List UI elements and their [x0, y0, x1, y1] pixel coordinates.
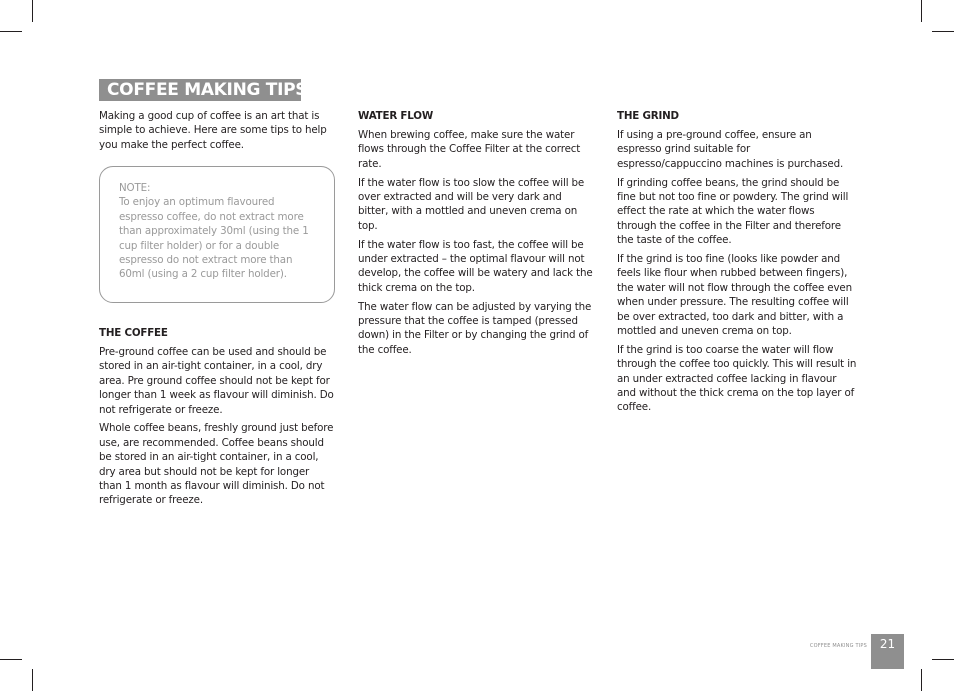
- note-label: NOTE:: [119, 182, 151, 194]
- page-title: COFFEE MAKING TIPS: [99, 79, 301, 101]
- crop-mark: [0, 31, 22, 32]
- paragraph: If the grind is too coarse the water will flow through the coffee too quickly. This will result in an under extracted coffee lacking in flavour and without the thick crema on the top layer of coffee.: [617, 343, 857, 414]
- paragraph: Pre-ground coffee can be used and should be stored in an air-tight container, in a cool, dry area. Pre ground coffee should not be kept for longer than 1 week as flavour will diminish. Do not refrigerate or freeze.: [99, 346, 334, 416]
- note-box: [99, 166, 335, 303]
- crop-mark: [921, 0, 922, 22]
- crop-mark: [932, 31, 954, 32]
- paragraph: When brewing coffee, make sure the water flows through the Coffee Filter at the correct rate.: [358, 129, 581, 170]
- note-text: To enjoy an optimum flavoured espresso coffee, do not extract more than approximately 30ml (using the 1 cup filter holder) or for a double espresso do not extract more than 60ml (using a 2 cup filter holder).: [119, 196, 309, 281]
- water-flow-section: [358, 109, 594, 362]
- intro-paragraph: Making a good cup of coffee is an art that is simple to achieve. Here are some tips to help you make the perfect coffee.: [99, 110, 327, 151]
- the-grind-section: [617, 109, 857, 419]
- section-heading: THE GRIND: [617, 110, 679, 122]
- footer-section-label: COFFEE MAKING TIPS: [809, 643, 867, 649]
- crop-mark: [932, 659, 954, 660]
- paragraph: If the grind is too fine (looks like powder and feels like flour when rubbed between fingers), the water will not flow through the coffee even when under pressure. The resulting coffee will be over extracted, too dark and bitter, with a mottled and uneven crema on top.: [617, 253, 852, 338]
- crop-mark: [0, 659, 22, 660]
- paragraph: If the water flow is too slow the coffee will be over extracted and will be very dark and bitter, with a mottled and uneven crema on top.: [358, 176, 585, 232]
- section-heading: WATER FLOW: [358, 110, 433, 122]
- paragraph: If grinding coffee beans, the grind should be fine but not too fine or powdery. The grind will effect the rate at which the water flows through the coffee in the Filter and therefore the taste of the coffee.: [617, 176, 849, 247]
- crop-mark: [921, 669, 922, 691]
- crop-mark: [32, 669, 33, 691]
- page-number: 21: [871, 634, 904, 669]
- paragraph: If using a pre-ground coffee, ensure an espresso grind suitable for espresso/cappuccino machines is purchased.: [617, 129, 844, 170]
- paragraph: The water flow can be adjusted by varying the pressure that the coffee is tamped (pressed down) in the Filter or by changing the grind of the coffee.: [358, 300, 592, 356]
- the-coffee-section: [99, 326, 335, 512]
- section-heading: THE COFFEE: [99, 327, 168, 339]
- paragraph: If the water flow is too fast, the coffee will be under extracted – the optimal flavour will not develop, the coffee will be watery and lack the thick crema on the top.: [358, 238, 593, 294]
- crop-mark: [32, 0, 33, 22]
- paragraph: Whole coffee beans, freshly ground just before use, are recommended. Coffee beans should be stored in an air-tight container, in a cool, dry area but should not be kept for longer than 1 month as flavour will diminish. Do not refrigerate or freeze.: [99, 422, 334, 507]
- intro-column: [99, 109, 335, 157]
